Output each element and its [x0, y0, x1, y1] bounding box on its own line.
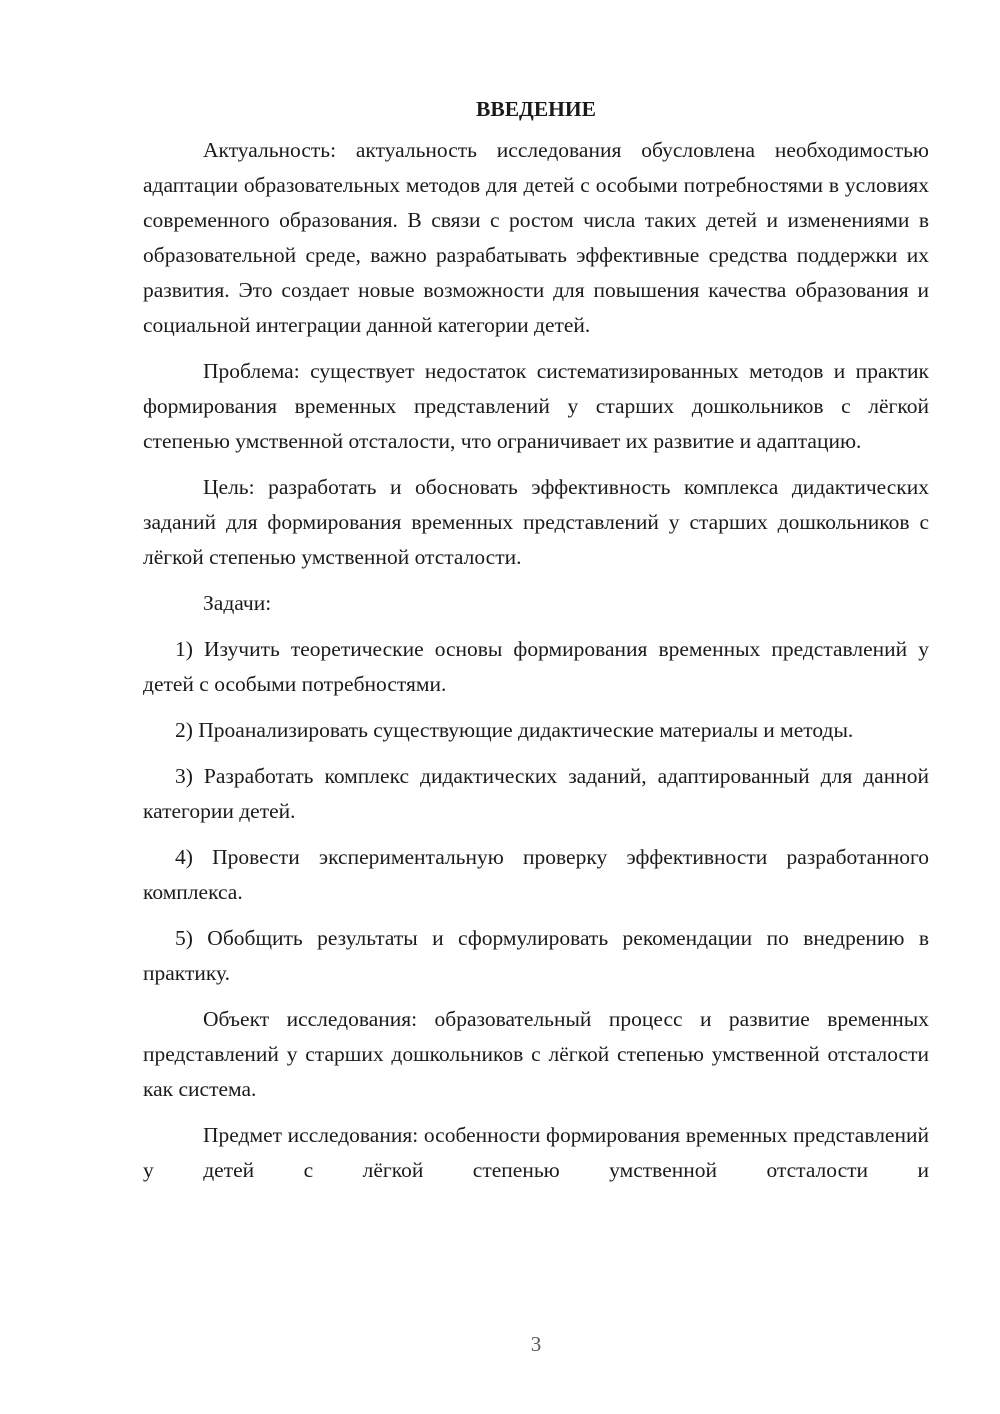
- task-item-5: 5) Обобщить результаты и сформулировать рекомендации по внедрению в практику.: [143, 926, 929, 985]
- task-item-2: 2) Проанализировать существующие дидактические материалы и методы.: [175, 718, 854, 742]
- paragraph-object: Объект исследования: образовательный процесс и развитие временных представлений у старших дошкольников с лёгкой степенью умственной отсталости как система.: [143, 1007, 929, 1101]
- paragraph-relevance: Актуальность: актуальность исследования обусловлена необходимостью адаптации образовательных методов для детей с особыми потребностями в условиях современного образования. В связи с ростом числа таких детей и изменениями в образовательной среде, важно разрабатывать эффективные средства поддержки их развития. Это создает новые возможности для повышения качества образования и социальной интеграции данной категории детей.: [143, 138, 929, 337]
- paragraph-subject: Предмет исследования: особенности формирования временных представлений у детей с лёгкой степенью умственной отсталости и: [143, 1123, 929, 1182]
- task-item-3: 3) Разработать комплекс дидактических заданий, адаптированный для данной категории детей.: [143, 764, 929, 823]
- paragraph-goal: Цель: разработать и обосновать эффективность комплекса дидактических заданий для формирования временных представлений у старших дошкольников с лёгкой степенью умственной отсталости.: [143, 475, 929, 569]
- paragraph-tasks-heading: Задачи:: [203, 591, 272, 615]
- task-item-1: 1) Изучить теоретические основы формирования временных представлений у детей с особыми потребностями.: [143, 637, 929, 696]
- section-title: ВВЕДЕНИЕ: [476, 97, 596, 121]
- page-number: 3: [530, 1332, 542, 1356]
- paragraph-problem: Проблема: существует недостаток систематизированных методов и практик формирования временных представлений у старших дошкольников с лёгкой степенью умственной отсталости, что ограничивает их развитие и адаптацию.: [143, 359, 929, 453]
- page-content: [143, 92, 929, 1199]
- task-item-4: 4) Провести экспериментальную проверку эффективности разработанного комплекса.: [143, 845, 929, 904]
